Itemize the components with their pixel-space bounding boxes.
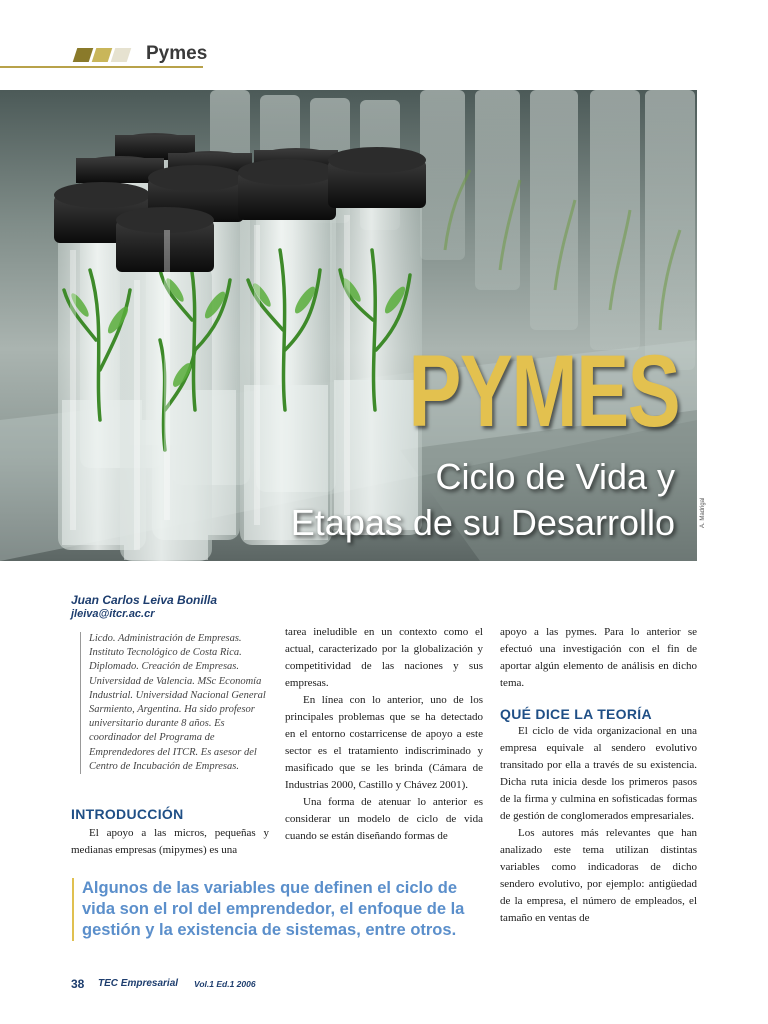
- author-bio: Licdo. Administración de Empresas. Instituto Tecnológico de Costa Rica. Diplomado. Creación de Empresas. Universidad de Valencia. MSc Economía Industrial. Universidad Nacional General Sarmiento, Argentina. Ha sido profesor universitario durante 8 años. Es coordinador del Programa de Emprendedores del ITCR. Es asesor del Centro de Incubación de Empresas.: [80, 632, 267, 774]
- header-rule: [0, 66, 203, 68]
- column-3-top: [500, 624, 697, 692]
- page-number: 38: [71, 977, 85, 991]
- issue-info: Vol.1 Ed.1 2006: [194, 979, 256, 989]
- column-1: [71, 825, 269, 859]
- pull-quote: Algunos de las variables que definen el ciclo de vida son el rol del emprendedor, el enfoque de la gestión y la existencia de sistemas, entre otros.: [72, 878, 494, 941]
- column-2: [285, 624, 483, 845]
- paragraph: Los autores más relevantes que han analizado este tema utilizan distintas variables como indicadoras de dicho sendero evolutivo, por ejemplo: antigüedad de la empresa, el número de empleados, el tamaño en ventas de: [500, 827, 697, 924]
- hero-subtitle-line2: Etapas de su Desarrollo: [290, 502, 675, 543]
- intro-heading: INTRODUCCIÓN: [71, 806, 184, 822]
- theory-heading: QUÉ DICE LA TEORÍA: [500, 706, 652, 722]
- hero-photo: [0, 90, 697, 561]
- author-email: jleiva@itcr.ac.cr: [71, 608, 155, 620]
- paragraph: El ciclo de vida organizacional en una empresa equivale al sendero evolutivo transitado por ella a través de su existencia. Dicha ruta inicia desde los primeros pasos de la firma y culmina en sofisticadas formas de gestión de conglomerados empresariales.: [500, 725, 697, 822]
- section-title: Pymes: [146, 43, 208, 64]
- paragraph: Una forma de atenuar lo anterior es considerar un modelo de ciclo de vida cuando se están diseñando formas de: [285, 796, 483, 842]
- hero-subtitle-line1: Ciclo de Vida y: [435, 456, 675, 497]
- magazine-name: TEC Empresarial: [98, 978, 179, 989]
- paragraph: tarea ineludible en un contexto como el actual, caracterizado por la globalización y competitividad de las naciones y sus empresas.: [285, 626, 483, 689]
- author-name: Juan Carlos Leiva Bonilla: [71, 593, 218, 607]
- hero-title: PYMES: [408, 334, 679, 448]
- paragraph: En línea con lo anterior, uno de los principales problemas que se ha detectado en el entorno costarricense de apoyo a este sector es el tratamiento indiscriminado y masificado que se les brinda (Cámara de Industrias 2000, Castillo y Chávez 2001).: [285, 694, 483, 791]
- column-3-bottom: [500, 723, 697, 927]
- paragraph: apoyo a las pymes. Para lo anterior se efectuó una investigación con el fin de aportar algún elemento de análisis en dicho tema.: [500, 626, 697, 689]
- section-marker-squares: [75, 48, 135, 62]
- photo-credit: A. Madrigal: [700, 497, 706, 528]
- paragraph: El apoyo a las micros, pequeñas y medianas empresas (mipymes) es una: [71, 827, 269, 856]
